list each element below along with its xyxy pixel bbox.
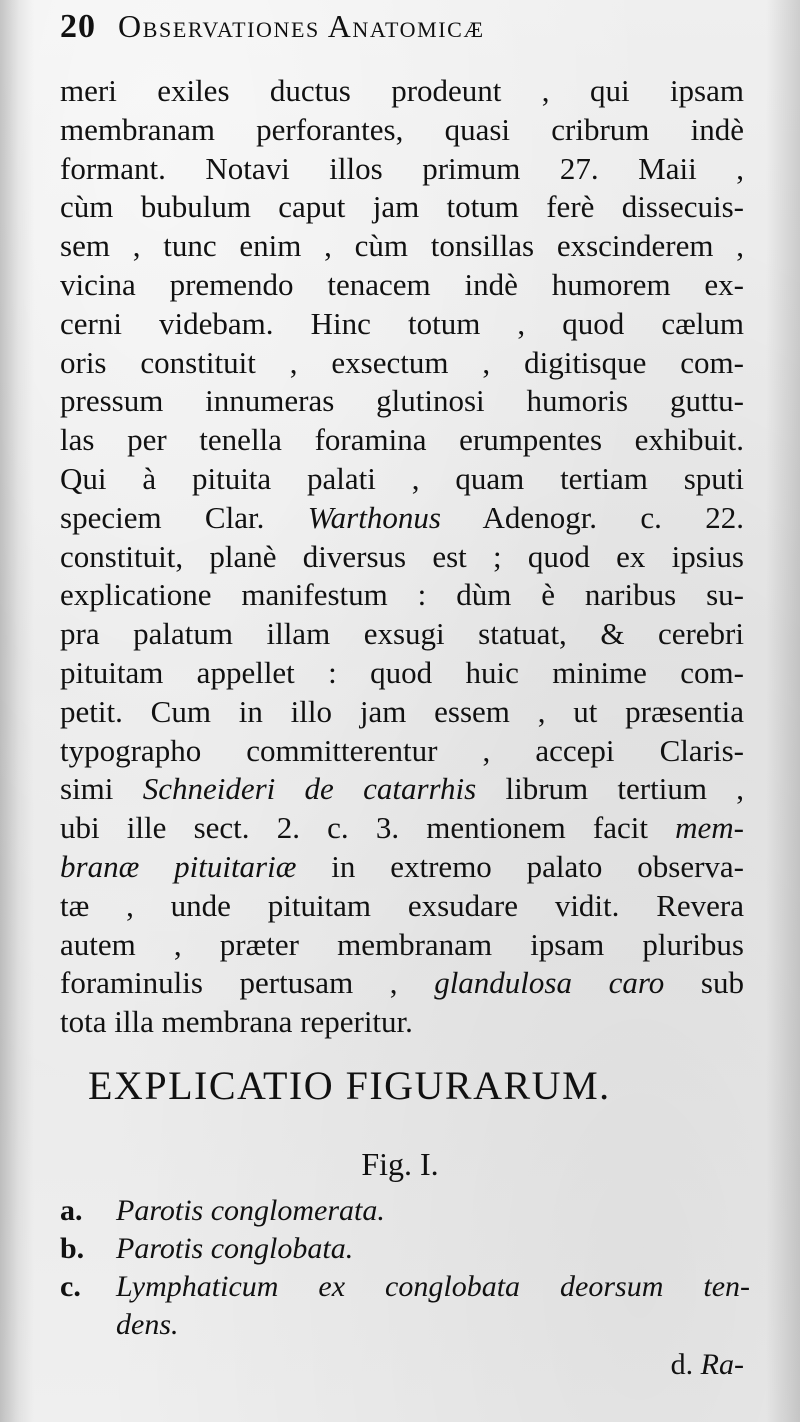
text-segment: sem , tunc enim , cùm tonsillas exscinderem , <box>60 228 744 264</box>
text-segment: vicina premendo tenacem indè humorem ex- <box>60 266 744 302</box>
catchword-prefix: d. <box>670 1348 701 1381</box>
text-segment: sub <box>664 965 744 1001</box>
text-segment: ubi ille sect. 2. c. 3. mentionem facit <box>60 810 676 846</box>
legend-text: Lymphaticum ex conglobata deorsum ten- <box>116 1270 750 1303</box>
text-segment: speciem Clar. <box>60 499 308 535</box>
text-segment: tota illa membrana reperitur. <box>60 1004 413 1040</box>
page-number: 20 <box>60 8 96 45</box>
text-line <box>60 111 744 150</box>
legend-continuation: dens. <box>116 1308 179 1341</box>
text-segment: pressum innumeras glutinosi humoris guttu- <box>60 383 744 419</box>
text-line <box>60 809 744 848</box>
legend-item-a <box>60 1192 750 1230</box>
text-line <box>60 150 744 189</box>
text-segment: cerni videbam. Hinc totum , quod cælum <box>60 305 744 341</box>
italic-text: mem- <box>675 810 744 846</box>
text-segment: cùm bubulum caput jam totum ferè dissecuis- <box>60 189 744 225</box>
text-line <box>60 926 744 965</box>
text-segment: las per tenella foramina erumpentes exhibuit. <box>60 422 744 458</box>
text-line <box>60 188 744 227</box>
text-line <box>60 576 744 615</box>
text-segment: oris constituit , exsectum , digitisque com- <box>60 344 744 380</box>
text-line <box>60 538 744 577</box>
text-line <box>60 227 744 266</box>
text-line <box>60 770 744 809</box>
text-segment: in extremo palato observa- <box>296 848 744 884</box>
legend-letter: b. <box>60 1232 85 1265</box>
italic-text: branæ pituitariæ <box>60 848 297 884</box>
text-segment: autem , præter membranam ipsam pluribus <box>60 926 744 962</box>
italic-text: Warthonus <box>307 499 441 535</box>
text-segment: pra palatum illam exsugi statuat, & cerebri <box>60 616 744 652</box>
text-segment: Adenogr. c. 22. <box>440 499 745 535</box>
running-title: Observationes Anatomicæ <box>118 8 485 44</box>
page-edge-shadow <box>766 0 800 1422</box>
legend-letter: c. <box>60 1270 81 1303</box>
text-line <box>60 305 744 344</box>
legend-letter: a. <box>60 1194 83 1227</box>
text-line <box>60 732 744 771</box>
legend-text: Parotis conglobata. <box>116 1232 354 1265</box>
text-segment: typographo committerentur , accepi Claris- <box>60 732 744 768</box>
running-head <box>60 8 750 52</box>
text-line <box>60 266 744 305</box>
text-line <box>60 615 744 654</box>
legend-item-b <box>60 1230 750 1268</box>
text-line <box>60 421 744 460</box>
italic-text: glandulosa caro <box>434 965 665 1001</box>
text-segment: pituitam appellet : quod huic minime com- <box>60 654 744 690</box>
section-heading: EXPLICATIO FIGURARUM. <box>88 1063 611 1108</box>
text-line <box>60 964 744 1003</box>
text-segment: constituit, planè diversus est ; quod ex ipsius <box>60 538 744 574</box>
body-text <box>60 72 744 1042</box>
text-segment: foraminulis pertusam , <box>60 965 435 1001</box>
text-segment: meri exiles ductus prodeunt , qui ipsam <box>60 73 744 108</box>
figure-legend <box>60 1192 750 1344</box>
text-line <box>60 382 744 421</box>
legend-item-c <box>60 1268 750 1306</box>
text-line <box>60 693 744 732</box>
catchword-italic: Ra- <box>700 1348 744 1381</box>
text-line <box>60 887 744 926</box>
text-line <box>60 72 744 111</box>
text-segment: tæ , unde pituitam exsudare vidit. Revera <box>60 887 744 923</box>
text-segment: simi <box>60 771 143 807</box>
text-segment: membranam perforantes, quasi cribrum indè <box>60 111 744 147</box>
text-segment: explicatione manifestum : dùm è naribus su- <box>60 577 744 613</box>
text-line <box>60 499 744 538</box>
legend-text: Parotis conglomerata. <box>116 1194 385 1227</box>
catchword <box>671 1348 744 1382</box>
text-segment: petit. Cum in illo jam essem , ut præsentia <box>60 693 744 729</box>
text-segment: librum tertium , <box>476 771 744 807</box>
text-line <box>60 344 744 383</box>
text-segment: Qui à pituita palati , quam tertiam sputi <box>60 460 744 496</box>
text-line <box>60 460 744 499</box>
text-line <box>60 1003 744 1042</box>
text-line <box>60 848 744 887</box>
text-line <box>60 654 744 693</box>
figure-title: Fig. I. <box>361 1146 439 1182</box>
text-segment: formant. Notavi illos primum 27. Maii , <box>60 150 744 186</box>
page-gutter-shadow <box>0 0 34 1422</box>
italic-text: Schneideri de catarrhis <box>142 771 477 807</box>
